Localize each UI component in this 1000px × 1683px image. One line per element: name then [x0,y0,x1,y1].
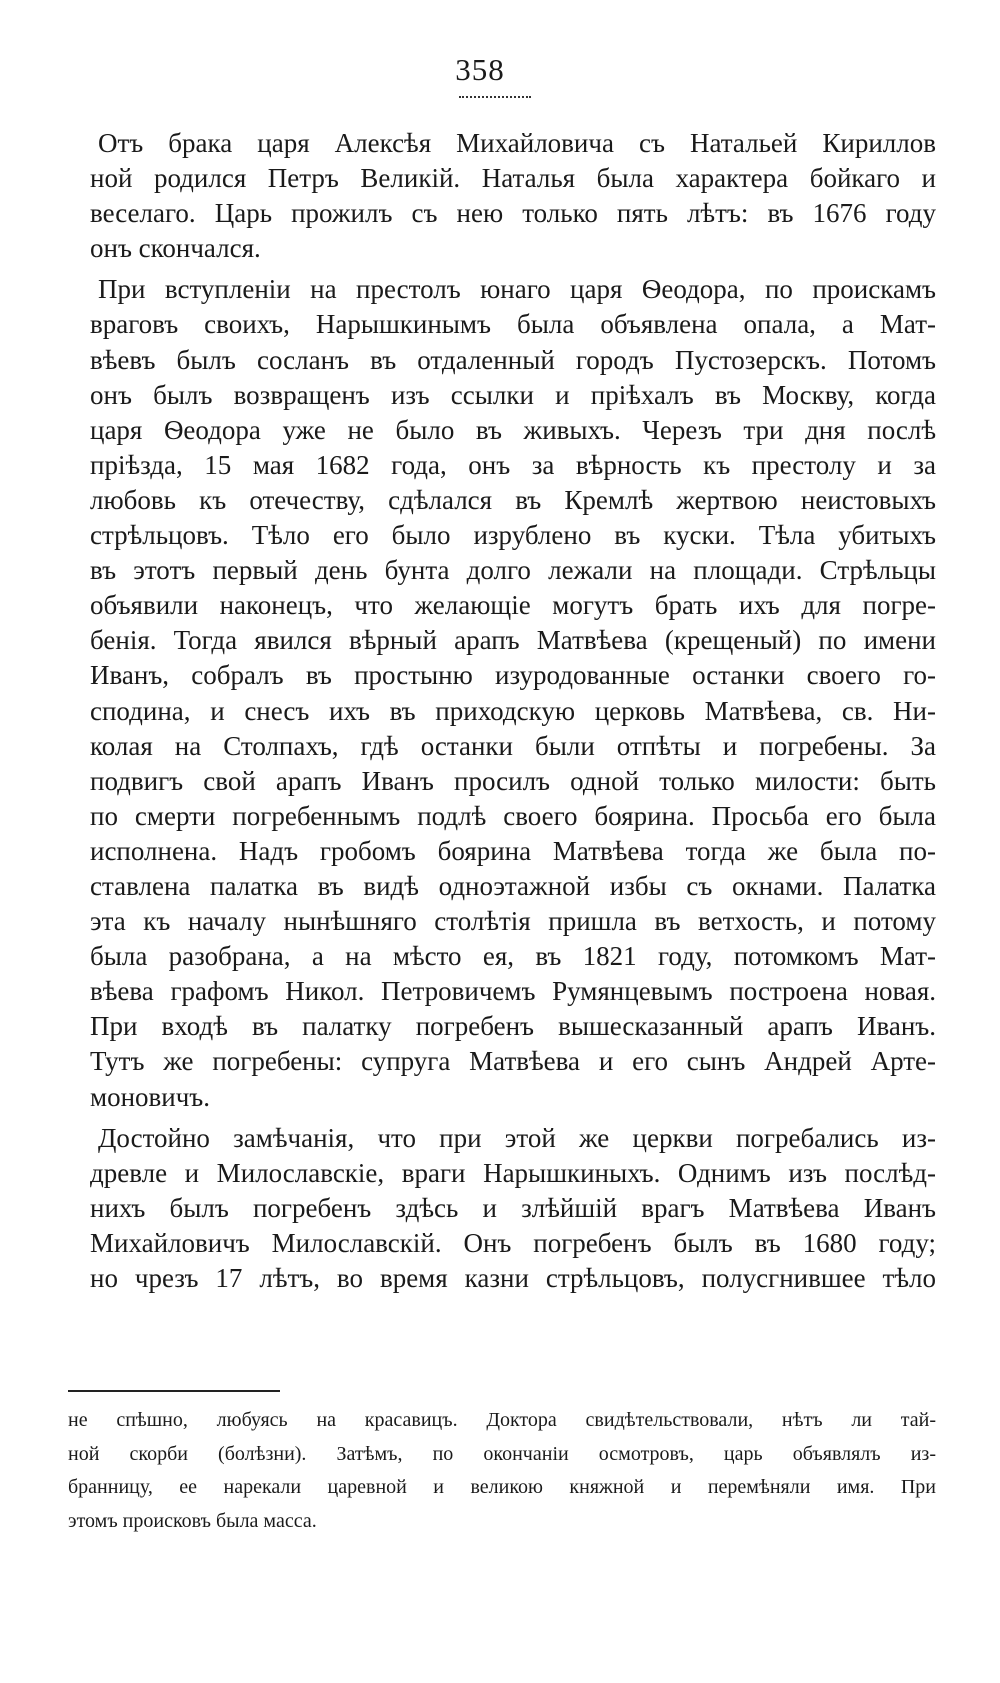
text-line: въ этотъ первый день бунта долго лежали на площади. Стрѣльцы [90,555,936,586]
text-line: была разобрана, а на мѣсто ея, въ 1821 году, потомкомъ Мат- [90,941,936,972]
text-line: Отъ брака царя Алексѣя Михайловича съ Натальей Кириллов [98,128,936,158]
text-line: Михайловичъ Милославскій. Онъ погребенъ былъ въ 1680 году; [90,1227,936,1258]
footnote-separator [68,1390,280,1392]
text-line: При вступленіи на престолъ юнаго царя Ѳеодора, по проискамъ [98,274,936,305]
text-line: стрѣльцовъ. Тѣло его было изрублено въ куски. Тѣла убитыхъ [90,520,936,551]
text-line: пріѣзда, 15 мая 1682 года, онъ за вѣрность къ престолу и за [90,449,936,480]
footnote-line: ной скорби (болѣзни). Затѣмъ, по окончаніи осмотровъ, царь объявлялъ из- [68,1442,936,1465]
footnote-line: не спѣшно, любуясь на красавицъ. Доктора свидѣтельствовали, нѣтъ ли тай- [68,1409,936,1431]
text-line: эта къ началу нынѣшняго столѣтія пришла въ ветхость, и потому [90,906,936,937]
text-line: вѣева графомъ Никол. Петровичемъ Румянцевымъ построена новая. [90,976,936,1007]
paragraph-1 [90,126,936,266]
text-line: онъ скончался. [90,233,261,264]
main-text [90,126,936,1296]
text-line: объявили наконецъ, что желающіе могутъ брать ихъ для погре- [90,590,936,621]
text-line: но чрезъ 17 лѣтъ, во время казни стрѣльцовъ, полусгнившее тѣло [90,1263,936,1293]
text-line: колая на Столпахъ, гдѣ останки были отпѣты и погребены. За [90,730,936,761]
footnote-line: этомъ происковъ была масса. [68,1509,317,1532]
text-line: Тутъ же погребены: супруга Матвѣева и его сынъ Андрей Арте- [90,1046,936,1077]
page-number: 358 [455,52,505,87]
text-line: При входѣ въ палатку погребенъ вышесказанный арапъ Иванъ. [90,1011,936,1042]
text-line: исполнена. Надъ гробомъ боярина Матвѣева тогда же была по- [90,835,936,866]
text-line: онъ былъ возвращенъ изъ ссылки и пріѣхалъ въ Москву, когда [90,379,936,410]
text-line: бенія. Тогда явился вѣрный арапъ Матвѣева (крещеный) по имени [90,625,936,656]
paragraph-2 [90,272,936,1114]
text-line: ной родился Петръ Великій. Наталья была характера бойкаго и [90,163,936,194]
text-line: царя Ѳеодора уже не было въ живыхъ. Черезъ три дня послѣ [90,414,936,445]
footnote [68,1404,936,1538]
paragraph-3 [90,1121,936,1296]
text-line: Иванъ, собралъ въ простыню изуродованные останки своего го- [90,660,936,691]
text-line: моновичъ. [90,1081,211,1112]
text-line: сподина, и снесъ ихъ въ приходскую церковь Матвѣева, св. Ни- [90,695,936,726]
text-line: древле и Милославскіе, враги Нарышкиныхъ. Однимъ изъ послѣд- [90,1157,936,1188]
text-line: ставлена палатка въ видѣ одноэтажной избы съ окнами. Палатка [90,870,936,901]
text-line: любовь къ отечеству, сдѣлался въ Кремлѣ жертвою неистовыхъ [90,484,936,515]
text-line: нихъ былъ погребенъ здѣсь и злѣйшій врагъ Матвѣева Иванъ [90,1192,936,1223]
text-line: вѣевъ былъ сосланъ въ отдаленный городъ Пустозерскъ. Потомъ [90,344,936,375]
page-number-underline [459,96,531,98]
footnote-line: бранницу, ее нарекали царевной и великою княжной и перемѣняли имя. При [68,1476,936,1498]
text-line: по смерти погребеннымъ подлѣ своего боярина. Просьба его была [90,800,936,831]
text-line: Достойно замѣчанія, что при этой же церкви погребались из- [98,1122,936,1153]
text-line: враговъ своихъ, Нарышкинымъ была объявлена опала, а Мат- [90,309,936,340]
text-line: подвигъ свой арапъ Иванъ просилъ одной только милости: быть [90,765,936,796]
text-line: веселаго. Царь прожилъ съ нею только пять лѣтъ: въ 1676 году [90,198,936,229]
